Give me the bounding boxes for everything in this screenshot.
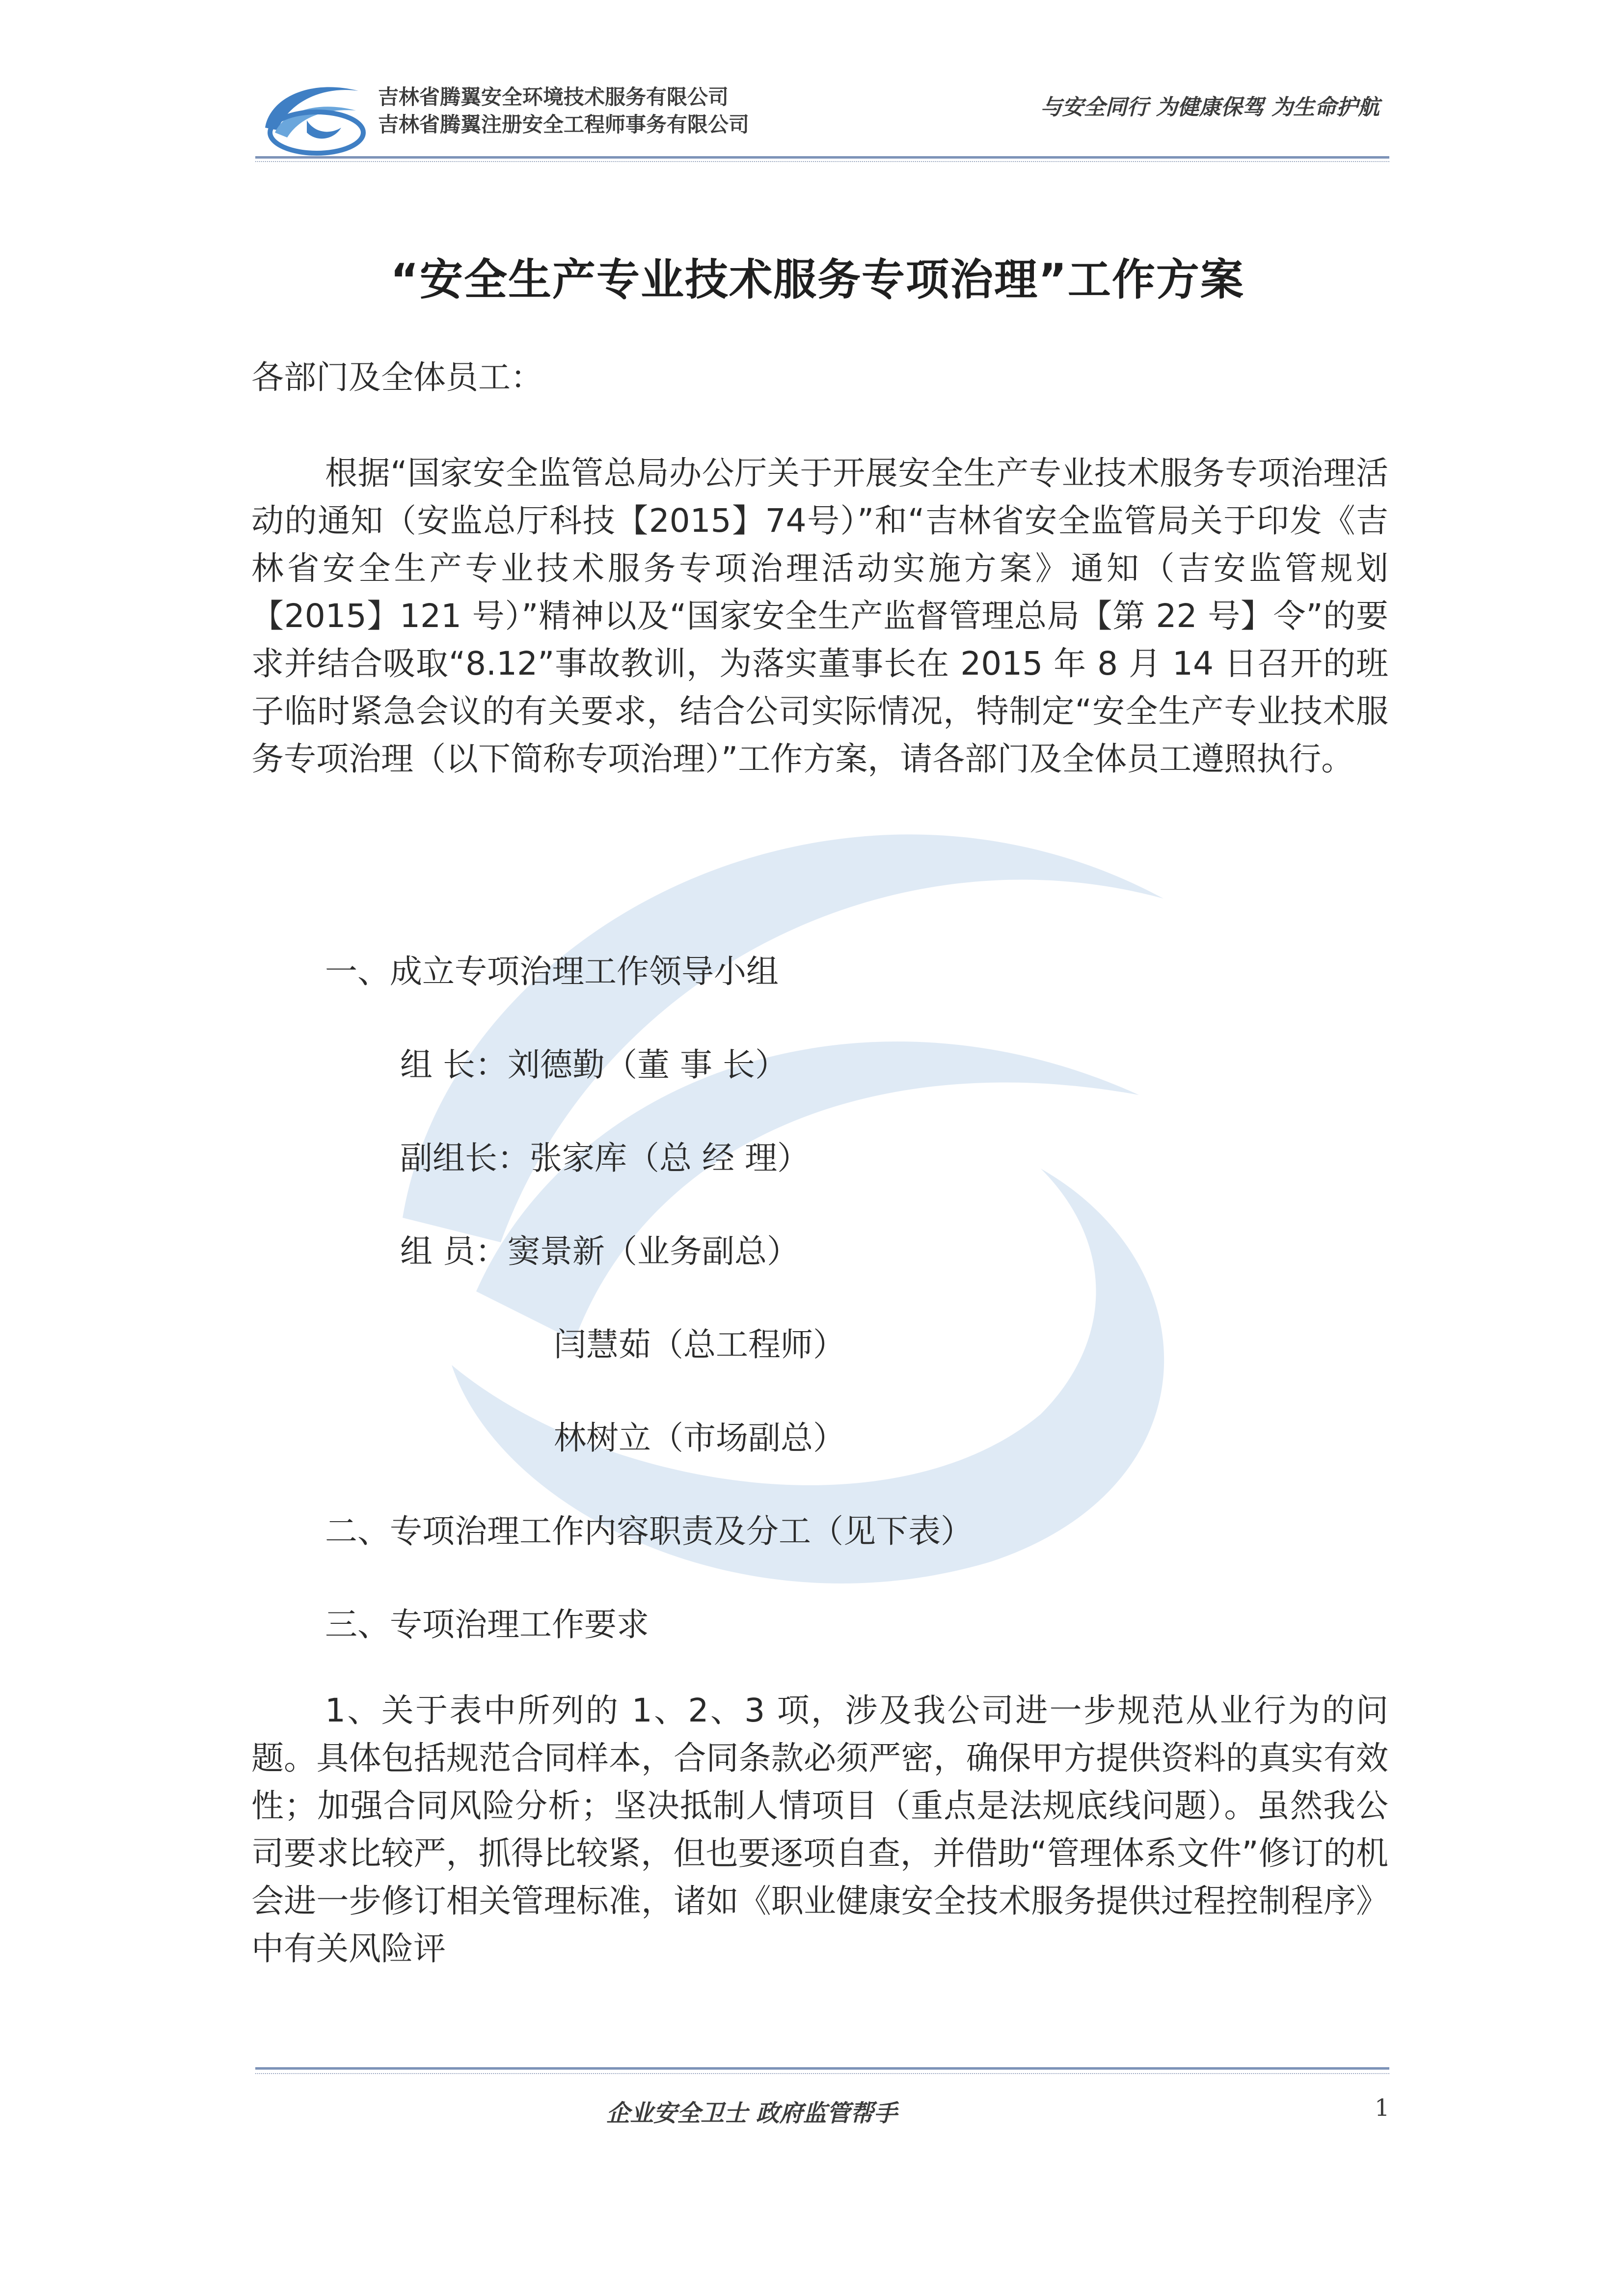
team-leader: 组 长：刘德勤（董 事 长） — [400, 1046, 787, 1084]
company-name-2: 吉林省腾翼注册安全工程师事务有限公司 — [378, 112, 750, 137]
body-paragraph-2: 1、关于表中所列的 1、2、3 项，涉及我公司进一步规范从业行为的问题。具体包括规范合同样本，合同条款必须严密，确保甲方提供资料的真实有效性；加强合同风险分析；坚决抵制人情项目（重点是法规底线问题）。虽然我公司要求比较严，抓得比较紧，但也要逐项自查，并借助“管理体系文件”修订的机会进一步修订相关管理标准，诸如《职业健康安全技术服务提供过程控制程序》中有关风险评 — [251, 1692, 1388, 1968]
team-member-1: 组 员：窦景新（业务副总） — [400, 1232, 799, 1270]
letterhead — [245, 64, 1389, 162]
footer-divider — [255, 2067, 1389, 2070]
salutation: 各部门及全体员工： — [251, 358, 543, 396]
body-paragraph-1: 根据“国家安全监管总局办公厅关于开展安全生产专业技术服务专项治理活动的通知（安监总厅科技【2015】74号）”和“吉林省安全监管局关于印发《吉林省安全生产专业技术服务专项治理活动实施方案》通知（吉安监管规划【2015】121 号）”精神以及“国家安全生产监督管理总局【第 22 号】令”的要求并结合吸取“8.12”事故教训，为落实董事长在 2015 年 8 月 14 日召开的班子临时紧急会议的有关要求，结合公司实际情况，特制定“安全生产专业技术服务专项治理（以下简称专项治理）”工作方案，请各部门及全体员工遵照执行。 — [251, 454, 1388, 778]
section-heading-2: 二、专项治理工作内容职责及分工（见下表） — [325, 1512, 973, 1550]
document-title: “安全生产专业技术服务专项治理”工作方案 — [390, 254, 1244, 305]
header-divider-dotted — [255, 161, 1389, 162]
footer-slogan: 企业安全卫士 政府监管帮手 — [606, 2100, 897, 2127]
section-heading-3: 三、专项治理工作要求 — [325, 1606, 649, 1643]
header-slogan: 与安全同行 为健康保驾 为生命护航 — [1040, 95, 1380, 120]
company-name-1: 吉林省腾翼安全环境技术服务有限公司 — [378, 85, 729, 109]
wing-logo-icon — [260, 74, 368, 157]
team-member-2: 闫慧茹（总工程师） — [554, 1326, 845, 1364]
header-divider — [255, 156, 1389, 159]
team-member-3: 林树立（市场副总） — [554, 1419, 845, 1457]
footer-divider-dotted — [255, 2073, 1389, 2074]
section-heading-1: 一、成立专项治理工作领导小组 — [325, 953, 779, 990]
page-number: 1 — [1375, 2094, 1390, 2122]
team-deputy-leader: 副组长：张家库（总 经 理） — [400, 1139, 810, 1177]
